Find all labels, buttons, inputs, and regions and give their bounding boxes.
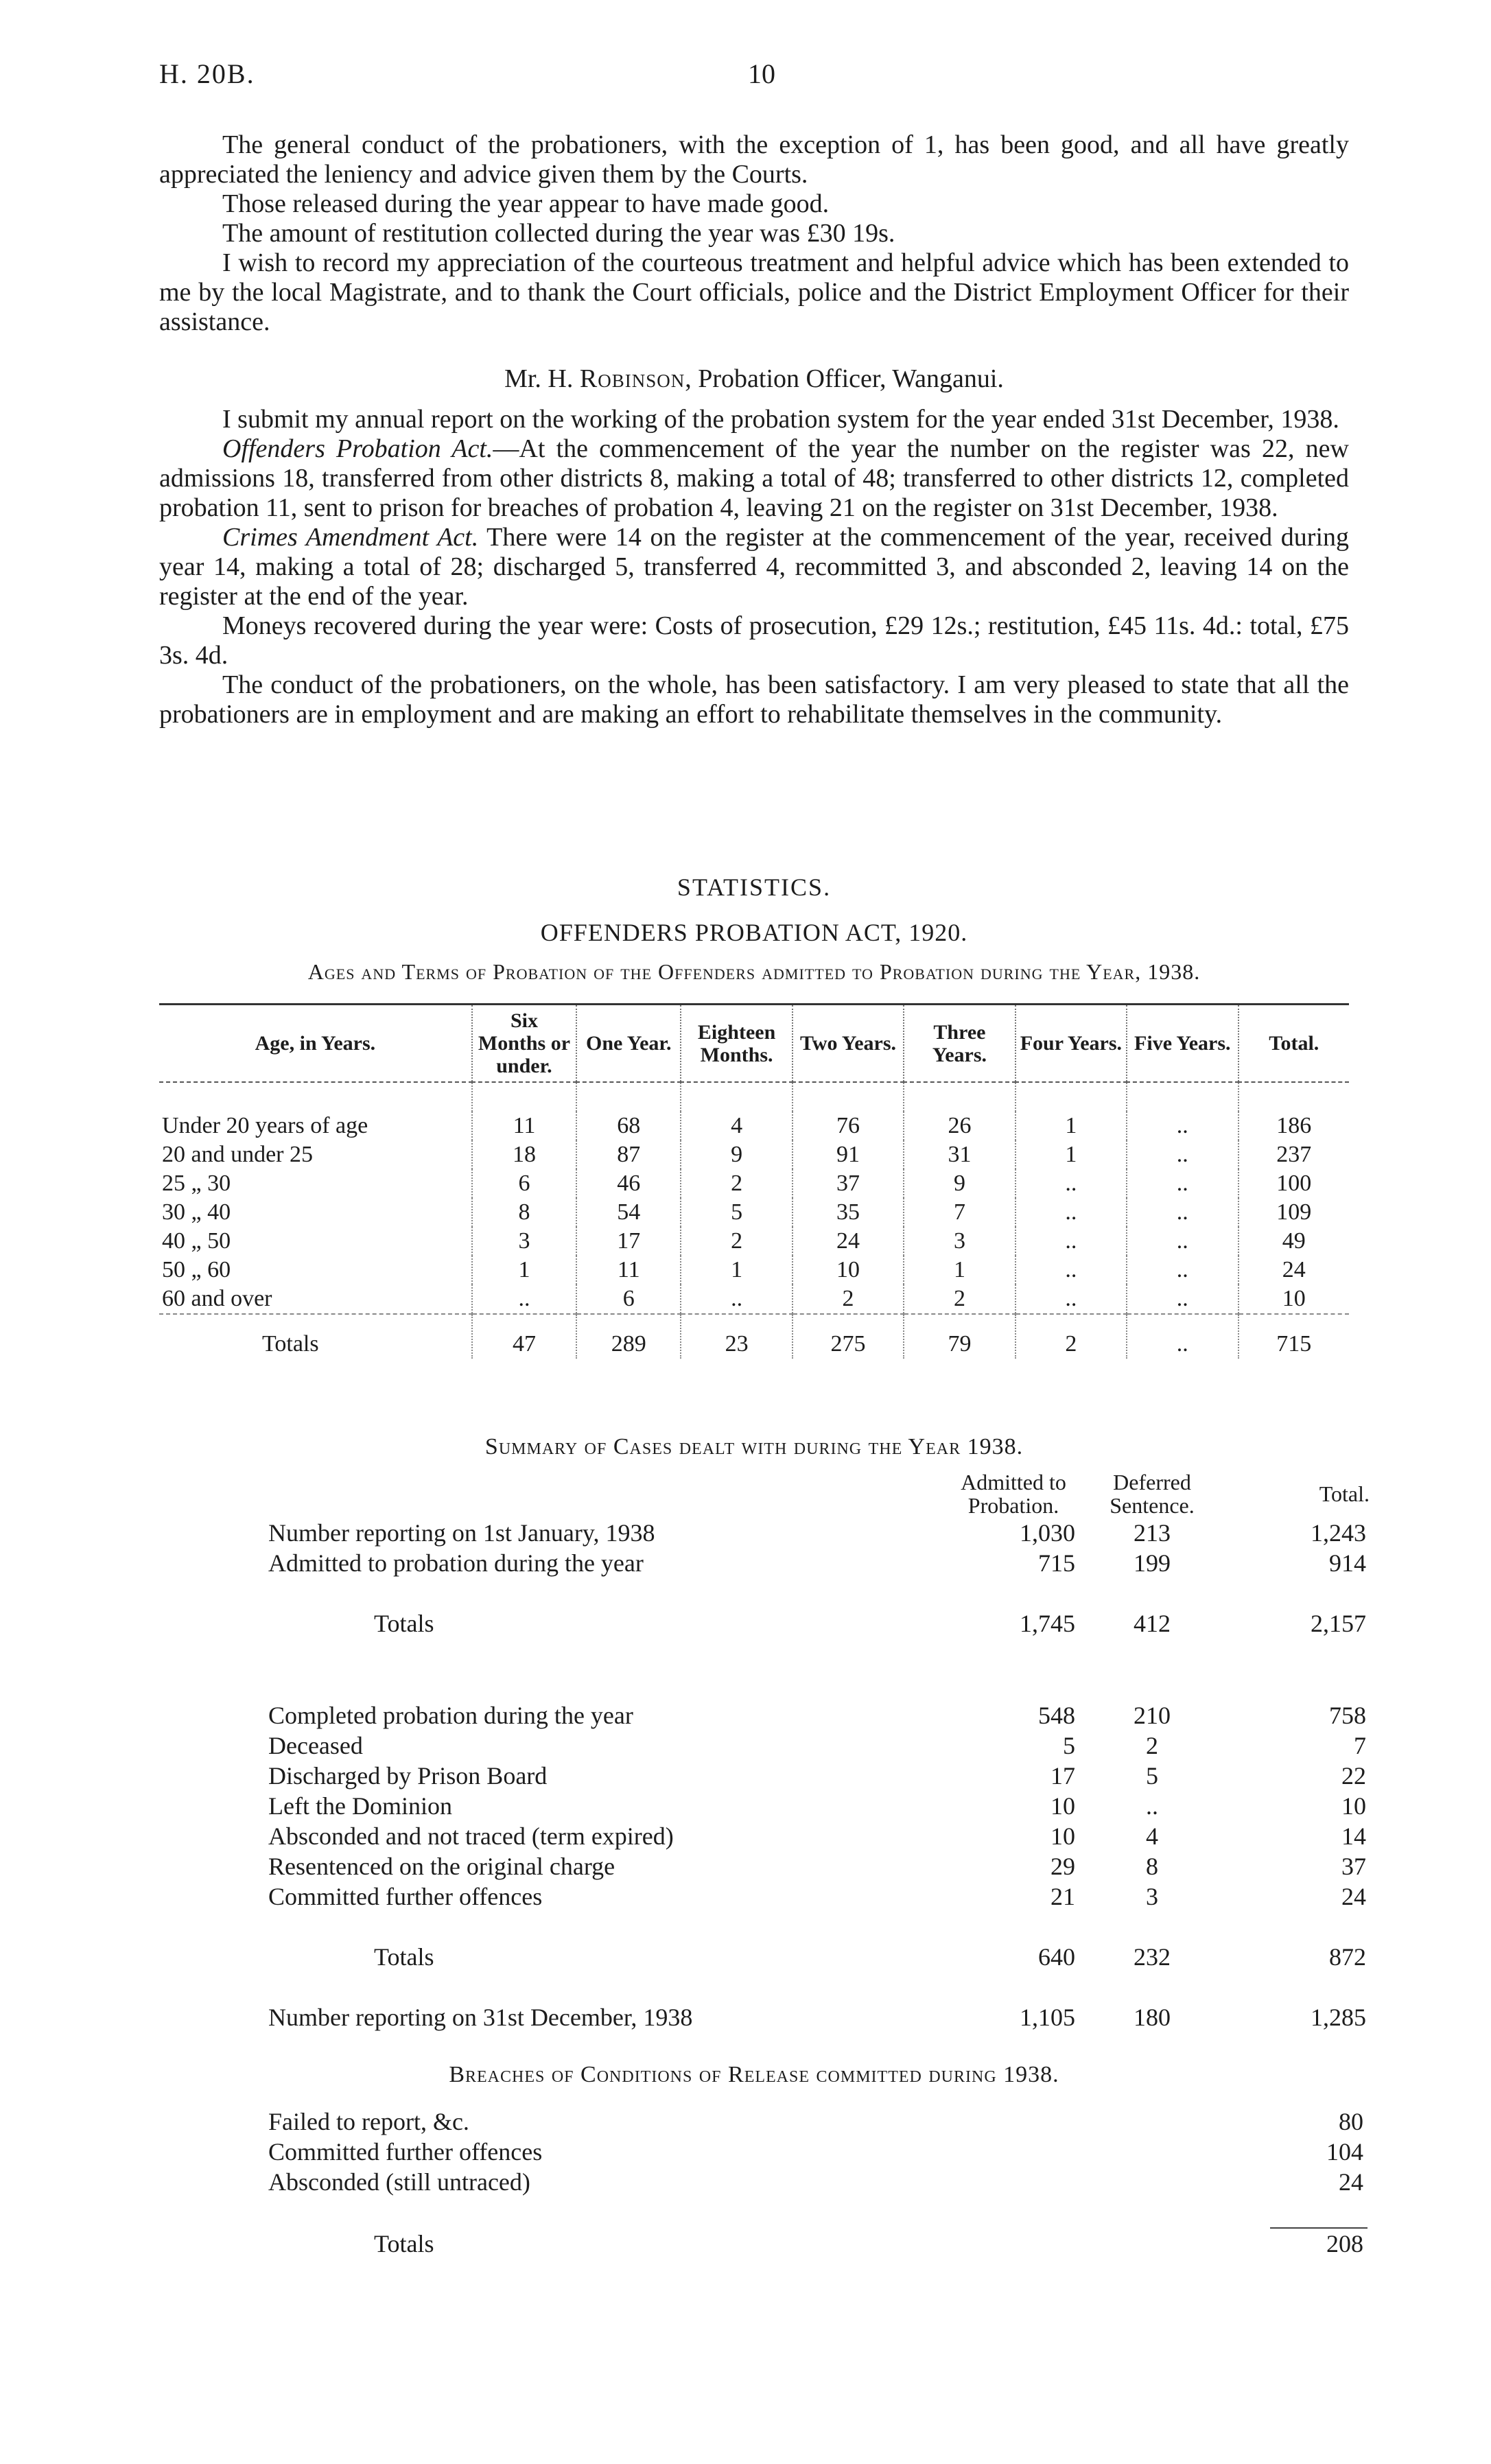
summary-table <box>264 1470 1370 2032</box>
table-row: Committed further offences 104 <box>268 2138 1363 2166</box>
table-row: Committed further offences 21 3 24 <box>268 1883 1366 1910</box>
summary-totals-row-1: Totals 1,745 412 2,157 <box>374 1610 1366 1637</box>
col-five-years: Five Years. <box>1127 1005 1238 1083</box>
report-paragraph-4: Moneys recovered during the year were: Costs of prosecution, £29 12s.; restitution, £45 11s. 4d.: total, £75 3s. 4d. <box>159 611 1349 670</box>
table-row: 30 „ 40 8 54 5 35 7 .. .. 109 <box>159 1198 1349 1227</box>
officer-prefix: Mr. H. <box>504 364 580 393</box>
crimes-act-label: Crimes Amendment Act. <box>222 523 479 552</box>
col-one-year: One Year. <box>576 1005 681 1083</box>
intro-paragraph-3: The amount of restitution collected during the year was £30 19s. <box>222 219 895 248</box>
breaches-totals-row: Totals 208 <box>374 2229 1363 2257</box>
table-row: Absconded (still untraced) 24 <box>268 2168 1363 2196</box>
report-paragraph-2 <box>159 434 1349 523</box>
officer-heading <box>159 364 1349 394</box>
summary-col-total: Total. <box>1319 1481 1370 1506</box>
summary-header <box>264 1470 1370 1518</box>
summary-totals-row-2: Totals 640 232 872 <box>374 1943 1366 1971</box>
table-row: 50 „ 60 1 11 1 10 1 .. .. 24 <box>159 1256 1349 1284</box>
table-row: Failed to report, &c. 80 <box>268 2108 1363 2135</box>
table-row: Under 20 years of age 11 68 4 76 26 1 .. 186 <box>159 1112 1349 1140</box>
table-row: Discharged by Prison Board 17 5 22 <box>268 1762 1366 1790</box>
summary-col-admitted: Admitted to Probation. <box>961 1470 1066 1518</box>
table-row: Number reporting on 1st January, 1938 1,030 213 1,243 <box>268 1519 1366 1547</box>
col-two-years: Two Years. <box>793 1005 904 1083</box>
table-row: Resentenced on the original charge 29 8 37 <box>268 1853 1366 1880</box>
offenders-act-text: —At the commencement of the year the number on the register was 22, new admissions 18, transferred from other districts 8, making a total of 48; transferred to other districts 12, completed probation 11, sent to prison for breaches of probation 4, leaving 21 on the register on 31st December, 1938. <box>159 434 1349 522</box>
table-row: Completed probation during the year 548 210 758 <box>268 1702 1366 1729</box>
summary-final-row: Number reporting on 31st December, 1938 1,105 180 1,285 <box>268 2004 1366 2031</box>
report-paragraph-5: The conduct of the probationers, on the whole, has been satisfactory. I am very pleased to state that all the probationers are in employment and are making an effort to rehabilitate themselves in the community. <box>159 670 1349 729</box>
ages-terms-table <box>159 1003 1349 1359</box>
table-row: Deceased 5 2 7 <box>268 1732 1366 1759</box>
table-row: 40 „ 50 3 17 2 24 3 .. .. 49 <box>159 1227 1349 1256</box>
ages-table-header <box>159 1005 1349 1083</box>
summary-title: Summary of Cases dealt with during the Year 1938. <box>484 1434 1024 1459</box>
breaches-table <box>264 2107 1367 2259</box>
col-six-months: Six Months or under. <box>472 1005 576 1083</box>
page-number: 10 <box>748 58 775 89</box>
table-row: 60 and over .. 6 .. 2 2 .. .. 10 <box>159 1284 1349 1314</box>
intro-paragraph-1: The general conduct of the probationers, with the exception of 1, has been good, and all have greatly appreciated the leniency and advice given them by the Courts. <box>159 130 1349 189</box>
table-row: Absconded and not traced (term expired) 10 4 14 <box>268 1822 1366 1850</box>
col-age: Age, in Years. <box>255 1032 376 1055</box>
ages-table-totals-row: Totals 47 289 23 275 79 2 .. 715 <box>159 1314 1349 1359</box>
intro-section <box>159 130 1349 337</box>
table-row: 20 and under 25 18 87 9 91 31 1 .. 237 <box>159 1140 1349 1169</box>
crimes-act-text: There were 14 on the register at the commencement of the year, received during year 14, making a total of 28; discharged 5, transferred 4, recommitted 3, and absconded 2, leaving 14 on the register at the end of the year. <box>159 523 1349 611</box>
act-title: OFFENDERS PROBATION ACT, 1920. <box>540 919 968 946</box>
table-row: Admitted to probation during the year 715 199 914 <box>268 1549 1366 1577</box>
col-eighteen-months: Eighteen Months. <box>681 1005 792 1083</box>
ages-table-caption: Ages and Terms of Probation of the Offenders admitted to Probation during the Year, 1938. <box>307 959 1201 984</box>
document-reference: H. 20B. <box>159 58 255 89</box>
summary-col-deferred: Deferred Sentence. <box>1110 1470 1195 1518</box>
report-section <box>159 405 1349 729</box>
breaches-title: Breaches of Conditions of Release committed during 1938. <box>449 2062 1059 2087</box>
statistics-title: STATISTICS. <box>677 873 832 901</box>
report-paragraph-3 <box>159 523 1349 611</box>
officer-name: Robinson <box>579 364 685 393</box>
intro-paragraph-2: Those released during the year appear to have made good. <box>222 189 830 218</box>
report-paragraph-1: I submit my annual report on the working of the probation system for the year ended 31st December, 1938. <box>222 405 1339 434</box>
officer-suffix: , Probation Officer, Wanganui. <box>685 364 1004 393</box>
table-row: 25 „ 30 6 46 2 37 9 .. .. 100 <box>159 1169 1349 1198</box>
table-row: Left the Dominion 10 .. 10 <box>268 1792 1366 1820</box>
intro-paragraph-4: I wish to record my appreciation of the courteous treatment and helpful advice which has been extended to me by the local Magistrate, and to thank the Court officials, police and the District Employment Officer for their assistance. <box>159 248 1349 336</box>
col-four-years: Four Years. <box>1015 1005 1127 1083</box>
col-three-years: Three Years. <box>904 1005 1015 1083</box>
offenders-act-label: Offenders Probation Act. <box>222 434 493 463</box>
col-total: Total. <box>1238 1005 1350 1083</box>
